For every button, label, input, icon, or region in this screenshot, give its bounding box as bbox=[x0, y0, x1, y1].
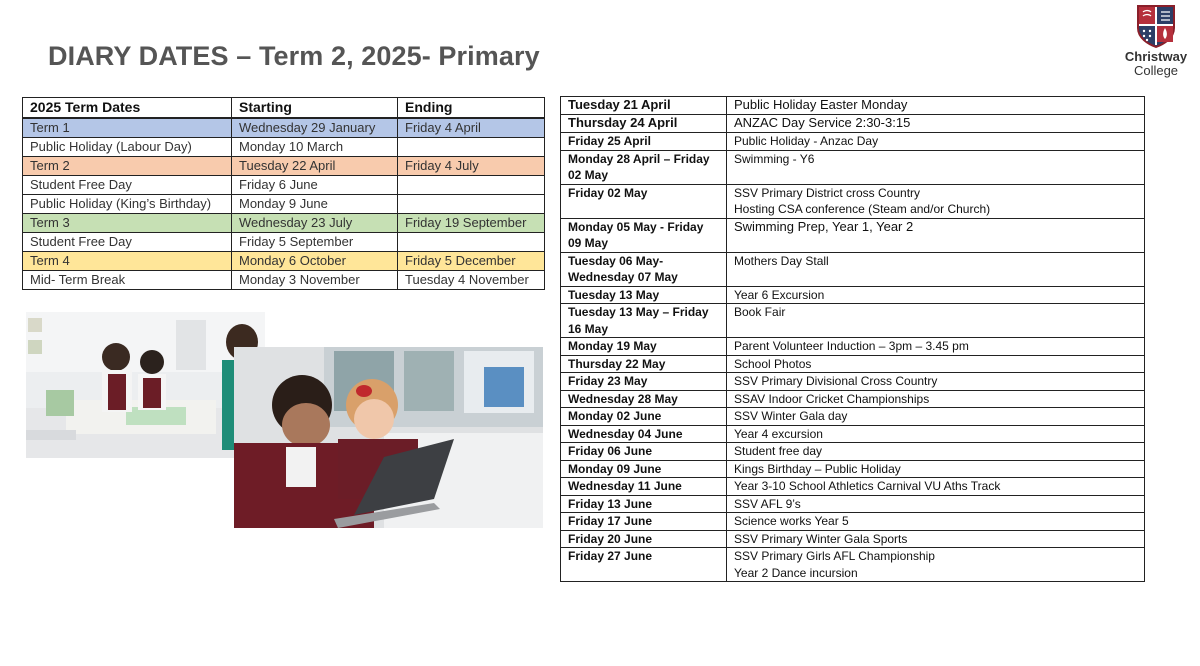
event-date: Friday 17 June bbox=[561, 513, 727, 531]
term-name: Mid- Term Break bbox=[23, 270, 232, 289]
term-end bbox=[398, 232, 545, 251]
classroom-photo-students bbox=[26, 312, 265, 458]
table-row bbox=[561, 408, 1145, 426]
term-end: Friday 4 April bbox=[398, 118, 545, 138]
table-row bbox=[561, 530, 1145, 548]
header-term-dates: 2025 Term Dates bbox=[23, 98, 232, 118]
event-date: Friday 13 June bbox=[561, 495, 727, 513]
table-row bbox=[23, 118, 545, 138]
table-row bbox=[23, 156, 545, 175]
event-date: Monday 05 May - Friday 09 May bbox=[561, 218, 727, 252]
event-description: SSAV Indoor Cricket Championships bbox=[727, 390, 1145, 408]
table-row bbox=[561, 304, 1145, 338]
event-description: Swimming - Y6 bbox=[727, 150, 1145, 184]
event-description: Year 6 Excursion bbox=[727, 286, 1145, 304]
event-date: Friday 02 May bbox=[561, 184, 727, 218]
table-row bbox=[561, 218, 1145, 252]
event-date: Thursday 22 May bbox=[561, 355, 727, 373]
term-start: Wednesday 29 January bbox=[232, 118, 398, 138]
table-row bbox=[561, 97, 1145, 115]
crest-icon bbox=[1136, 4, 1176, 48]
event-description: Swimming Prep, Year 1, Year 2 bbox=[727, 218, 1145, 252]
event-date: Friday 27 June bbox=[561, 548, 727, 582]
event-description: SSV Winter Gala day bbox=[727, 408, 1145, 426]
table-row bbox=[23, 251, 545, 270]
term-start: Monday 9 June bbox=[232, 194, 398, 213]
header-ending: Ending bbox=[398, 98, 545, 118]
table-row bbox=[561, 338, 1145, 356]
logo-name-line2: College bbox=[1133, 63, 1179, 78]
event-date: Wednesday 28 May bbox=[561, 390, 727, 408]
term-name: Term 1 bbox=[23, 118, 232, 138]
term-start: Monday 6 October bbox=[232, 251, 398, 270]
table-row bbox=[561, 478, 1145, 496]
term-end bbox=[398, 137, 545, 156]
event-date: Monday 19 May bbox=[561, 338, 727, 356]
table-row bbox=[23, 175, 545, 194]
classroom-photo-2-image bbox=[234, 347, 543, 528]
table-row bbox=[561, 373, 1145, 391]
term-start: Wednesday 23 July bbox=[232, 213, 398, 232]
table-row bbox=[561, 513, 1145, 531]
college-logo bbox=[1118, 4, 1194, 77]
event-description: Public Holiday - Anzac Day bbox=[727, 133, 1145, 151]
term-name: Term 3 bbox=[23, 213, 232, 232]
header-starting: Starting bbox=[232, 98, 398, 118]
event-date: Tuesday 13 May bbox=[561, 286, 727, 304]
table-row bbox=[561, 115, 1145, 133]
event-description: SSV Primary Winter Gala Sports bbox=[727, 530, 1145, 548]
page-title: DIARY DATES – Term 2, 2025- Primary bbox=[48, 41, 540, 71]
table-row bbox=[561, 460, 1145, 478]
term-name: Student Free Day bbox=[23, 175, 232, 194]
table-row bbox=[561, 390, 1145, 408]
table-row bbox=[561, 252, 1145, 286]
event-description: Kings Birthday – Public Holiday bbox=[727, 460, 1145, 478]
event-description: Student free day bbox=[727, 443, 1145, 461]
table-row bbox=[23, 213, 545, 232]
events-table bbox=[560, 96, 1145, 582]
event-date: Friday 20 June bbox=[561, 530, 727, 548]
event-date: Monday 09 June bbox=[561, 460, 727, 478]
table-row bbox=[23, 194, 545, 213]
table-row bbox=[561, 548, 1145, 582]
classroom-photo-laptop bbox=[234, 347, 543, 528]
event-description: School Photos bbox=[727, 355, 1145, 373]
term-name: Public Holiday (Labour Day) bbox=[23, 137, 232, 156]
table-row bbox=[561, 150, 1145, 184]
event-date: Friday 25 April bbox=[561, 133, 727, 151]
event-date: Tuesday 21 April bbox=[561, 97, 727, 115]
term-name: Term 2 bbox=[23, 156, 232, 175]
event-date: Friday 06 June bbox=[561, 443, 727, 461]
term-dates-table bbox=[22, 97, 545, 290]
term-end bbox=[398, 194, 545, 213]
term-name: Student Free Day bbox=[23, 232, 232, 251]
term-table-header-row bbox=[23, 98, 545, 118]
term-start: Friday 6 June bbox=[232, 175, 398, 194]
term-end: Friday 19 September bbox=[398, 213, 545, 232]
event-date: Monday 02 June bbox=[561, 408, 727, 426]
term-end: Friday 5 December bbox=[398, 251, 545, 270]
table-row bbox=[23, 137, 545, 156]
event-date: Tuesday 06 May- Wednesday 07 May bbox=[561, 252, 727, 286]
event-description: Mothers Day Stall bbox=[727, 252, 1145, 286]
event-date: Thursday 24 April bbox=[561, 115, 727, 133]
table-row bbox=[561, 495, 1145, 513]
term-end bbox=[398, 175, 545, 194]
term-start: Monday 3 November bbox=[232, 270, 398, 289]
event-description: ANZAC Day Service 2:30-3:15 bbox=[727, 115, 1145, 133]
event-description: Year 3-10 School Athletics Carnival VU Aths Track bbox=[727, 478, 1145, 496]
table-row bbox=[23, 232, 545, 251]
term-start: Tuesday 22 April bbox=[232, 156, 398, 175]
term-end: Friday 4 July bbox=[398, 156, 545, 175]
event-description: Parent Volunteer Induction – 3pm – 3.45 pm bbox=[727, 338, 1145, 356]
term-end: Tuesday 4 November bbox=[398, 270, 545, 289]
event-description: SSV Primary Girls AFL Championship Year 2 Dance incursion bbox=[727, 548, 1145, 582]
term-start: Friday 5 September bbox=[232, 232, 398, 251]
table-row bbox=[561, 133, 1145, 151]
logo-name-line1: Christway bbox=[1124, 49, 1188, 64]
event-description: Book Fair bbox=[727, 304, 1145, 338]
term-name: Public Holiday (King’s Birthday) bbox=[23, 194, 232, 213]
table-row bbox=[561, 443, 1145, 461]
event-description: Science works Year 5 bbox=[727, 513, 1145, 531]
table-row bbox=[561, 425, 1145, 443]
event-description: SSV Primary District cross Country Hosting CSA conference (Steam and/or Church) bbox=[727, 184, 1145, 218]
event-date: Friday 23 May bbox=[561, 373, 727, 391]
event-date: Monday 28 April – Friday 02 May bbox=[561, 150, 727, 184]
event-description: Public Holiday Easter Monday bbox=[727, 97, 1145, 115]
classroom-photo-1-image bbox=[26, 312, 265, 458]
term-name: Term 4 bbox=[23, 251, 232, 270]
term-start: Monday 10 March bbox=[232, 137, 398, 156]
event-description: SSV Primary Divisional Cross Country bbox=[727, 373, 1145, 391]
table-row bbox=[561, 184, 1145, 218]
table-row bbox=[23, 270, 545, 289]
event-description: SSV AFL 9’s bbox=[727, 495, 1145, 513]
event-date: Wednesday 11 June bbox=[561, 478, 727, 496]
event-date: Wednesday 04 June bbox=[561, 425, 727, 443]
table-row bbox=[561, 286, 1145, 304]
event-description: Year 4 excursion bbox=[727, 425, 1145, 443]
event-date: Tuesday 13 May – Friday 16 May bbox=[561, 304, 727, 338]
table-row bbox=[561, 355, 1145, 373]
